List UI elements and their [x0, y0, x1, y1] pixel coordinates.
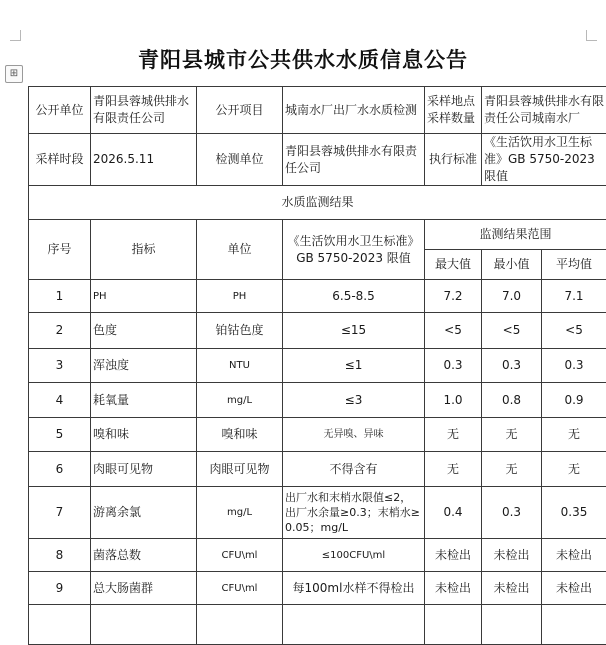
info-row-publisher	[29, 87, 606, 134]
row-indicator: 菌落总数	[91, 539, 197, 572]
location-label: 采样地点采样数量	[425, 87, 482, 134]
row-index: 8	[29, 539, 91, 572]
row-unit: mg/L	[197, 383, 283, 418]
row-unit: CFU\ml	[197, 539, 283, 572]
row-index: 6	[29, 452, 91, 487]
table-row	[29, 452, 606, 487]
row-max: <5	[425, 313, 482, 349]
row-min: 0.8	[482, 383, 542, 418]
section-row	[29, 186, 606, 220]
time-value: 2026.5.11	[91, 134, 197, 186]
row-limit: 每100ml水样不得检出	[283, 572, 425, 605]
row-max: 无	[425, 418, 482, 452]
header-index: 序号	[29, 220, 91, 280]
header-range: 监测结果范围	[425, 220, 606, 250]
header-avg: 平均值	[542, 250, 606, 280]
header-min: 最小值	[482, 250, 542, 280]
row-unit: CFU\ml	[197, 572, 283, 605]
empty-cell	[197, 605, 283, 645]
row-min: 无	[482, 452, 542, 487]
row-min: <5	[482, 313, 542, 349]
table-row	[29, 418, 606, 452]
standard-label: 执行标准	[425, 134, 482, 186]
row-index: 4	[29, 383, 91, 418]
row-limit: 出厂水和末梢水限值≤2，出厂水余量≥0.3；末梢水≥0.05；mg/L	[283, 487, 425, 539]
row-indicator: 嗅和味	[91, 418, 197, 452]
row-index: 1	[29, 280, 91, 313]
table-row	[29, 313, 606, 349]
row-avg: 7.1	[542, 280, 606, 313]
item-label: 公开项目	[197, 87, 283, 134]
row-avg: 0.9	[542, 383, 606, 418]
row-indicator: PH	[91, 280, 197, 313]
row-unit: 嗅和味	[197, 418, 283, 452]
row-limit: ≤1	[283, 349, 425, 383]
empty-cell	[29, 605, 91, 645]
row-max: 无	[425, 452, 482, 487]
row-limit: 不得含有	[283, 452, 425, 487]
row-indicator: 游离余氯	[91, 487, 197, 539]
row-unit: 肉眼可见物	[197, 452, 283, 487]
row-min: 未检出	[482, 539, 542, 572]
table-row	[29, 487, 606, 539]
row-avg: 无	[542, 452, 606, 487]
row-index: 7	[29, 487, 91, 539]
row-limit: 6.5-8.5	[283, 280, 425, 313]
row-indicator: 总大肠菌群	[91, 572, 197, 605]
header-indicator: 指标	[91, 220, 197, 280]
empty-cell	[482, 605, 542, 645]
row-avg: 0.35	[542, 487, 606, 539]
table-move-handle-icon[interactable]: ⊞	[5, 65, 23, 83]
row-min: 无	[482, 418, 542, 452]
empty-cell	[91, 605, 197, 645]
row-limit: ≤15	[283, 313, 425, 349]
row-limit: 无异嗅、异味	[283, 418, 425, 452]
table-row	[29, 383, 606, 418]
location-value: 青阳县蓉城供排水有限责任公司城南水厂	[482, 87, 606, 134]
unit-value: 青阳县蓉城供排水有限责任公司	[283, 134, 425, 186]
page-corner-mark-right	[586, 30, 597, 41]
water-quality-table	[28, 86, 606, 645]
row-indicator: 色度	[91, 313, 197, 349]
publisher-label: 公开单位	[29, 87, 91, 134]
time-label: 采样时段	[29, 134, 91, 186]
row-limit: ≤3	[283, 383, 425, 418]
row-max: 7.2	[425, 280, 482, 313]
row-max: 0.4	[425, 487, 482, 539]
row-max: 未检出	[425, 539, 482, 572]
row-indicator: 肉眼可见物	[91, 452, 197, 487]
row-index: 9	[29, 572, 91, 605]
publisher-value: 青阳县蓉城供排水有限责任公司	[91, 87, 197, 134]
row-unit: mg/L	[197, 487, 283, 539]
row-unit: PH	[197, 280, 283, 313]
header-row-top	[29, 220, 606, 250]
empty-cell	[542, 605, 606, 645]
info-row-time	[29, 134, 606, 186]
row-unit: 铂钴色度	[197, 313, 283, 349]
row-avg: 无	[542, 418, 606, 452]
row-indicator: 浑浊度	[91, 349, 197, 383]
row-max: 未检出	[425, 572, 482, 605]
row-max: 1.0	[425, 383, 482, 418]
standard-value: 《生活饮用水卫生标准》GB 5750-2023 限值	[482, 134, 606, 186]
row-index: 3	[29, 349, 91, 383]
empty-cell	[425, 605, 482, 645]
row-avg: 0.3	[542, 349, 606, 383]
row-limit: ≤100CFU\ml	[283, 539, 425, 572]
table-row-empty	[29, 605, 606, 645]
row-min: 7.0	[482, 280, 542, 313]
table-row	[29, 280, 606, 313]
row-min: 未检出	[482, 572, 542, 605]
header-max: 最大值	[425, 250, 482, 280]
section-title: 水质监测结果	[29, 186, 606, 220]
page-corner-mark-left	[10, 30, 21, 41]
row-avg: 未检出	[542, 572, 606, 605]
row-indicator: 耗氧量	[91, 383, 197, 418]
row-max: 0.3	[425, 349, 482, 383]
row-min: 0.3	[482, 487, 542, 539]
empty-cell	[283, 605, 425, 645]
table-row	[29, 572, 606, 605]
table-row	[29, 539, 606, 572]
row-min: 0.3	[482, 349, 542, 383]
row-avg: 未检出	[542, 539, 606, 572]
item-value: 城南水厂出厂水水质检测	[283, 87, 425, 134]
header-limit: 《生活饮用水卫生标准》GB 5750-2023 限值	[283, 220, 425, 280]
header-unit: 单位	[197, 220, 283, 280]
unit-label: 检测单位	[197, 134, 283, 186]
page-title: 青阳县城市公共供水水质信息公告	[0, 44, 606, 74]
row-index: 2	[29, 313, 91, 349]
row-index: 5	[29, 418, 91, 452]
row-unit: NTU	[197, 349, 283, 383]
row-avg: <5	[542, 313, 606, 349]
table-row	[29, 349, 606, 383]
